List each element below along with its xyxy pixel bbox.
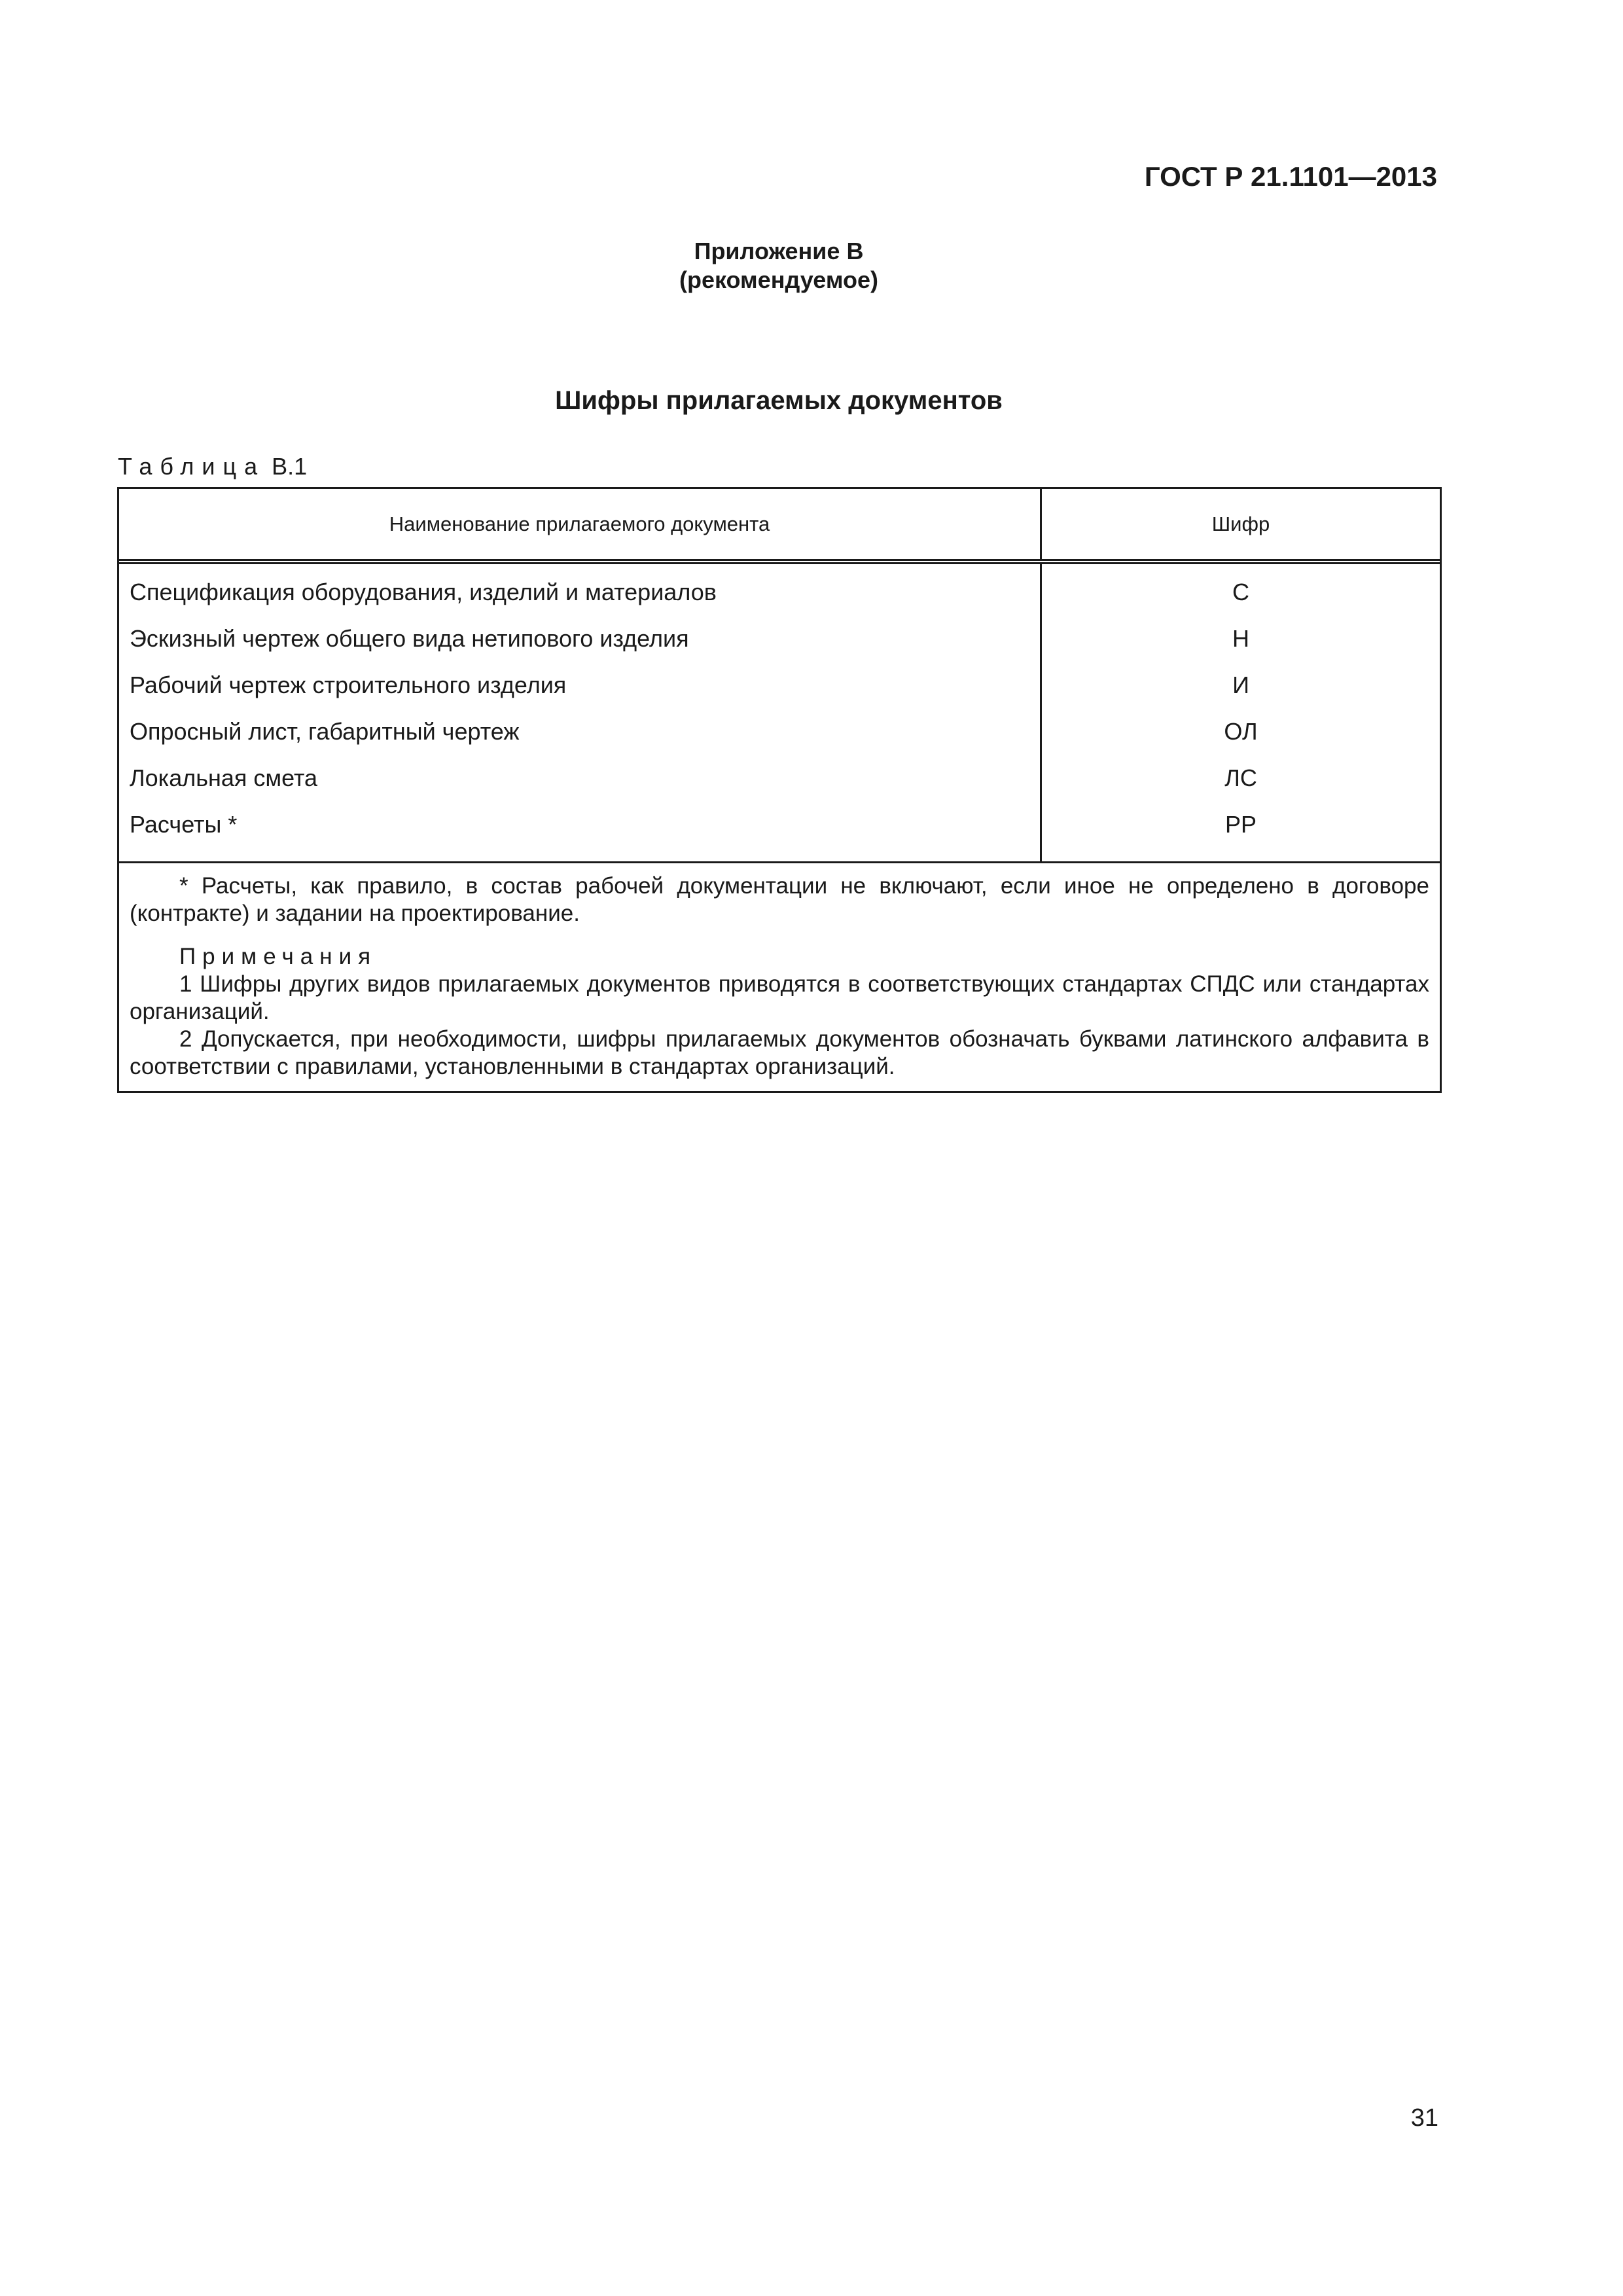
table-row-name: Локальная смета xyxy=(130,764,318,791)
notes-title: Примечания xyxy=(179,944,378,969)
note-item: 1 Шифры других видов прилагаемых документов приводятся в соответствующих стандартах СПДС или стандартах организаций. xyxy=(130,971,1429,1024)
table-footnote: * Расчеты, как правило, в состав рабочей документации не включают, если иное не определено в договоре (контракте) и задании на проектирование. xyxy=(130,873,1429,926)
table-caption xyxy=(118,452,307,482)
table-row-name: Спецификация оборудования, изделий и материалов xyxy=(130,579,717,605)
document-name-column xyxy=(119,564,1042,861)
table-row-name: Эскизный чертеж общего вида нетипового изделия xyxy=(130,625,689,652)
cipher-column xyxy=(1042,564,1440,861)
table-caption-word: Таблица xyxy=(118,453,266,480)
table-row-name: Опросный лист, габаритный чертеж xyxy=(130,718,520,745)
table-row-name: Рабочий чертеж строительного изделия xyxy=(130,672,567,698)
table-row-code: С xyxy=(1232,579,1249,605)
column-header-cipher: Шифр xyxy=(1211,512,1270,535)
standard-code: ГОСТ Р 21.1101—2013 xyxy=(1144,161,1437,192)
table-row-code: РР xyxy=(1224,811,1257,838)
page-number: 31 xyxy=(1410,2104,1438,2132)
annex-title: Приложение В xyxy=(694,238,864,264)
annex-heading: Шифры прилагаемых документов xyxy=(555,386,1003,415)
note-item: 2 Допускается, при необходимости, шифры прилагаемых документов обозначать буквами латинского алфавита в соответствии с правилами, установленными в стандартах организаций. xyxy=(130,1026,1429,1079)
table-body xyxy=(119,564,1440,863)
annex-block xyxy=(118,237,1440,295)
annex-status: (рекомендуемое) xyxy=(679,266,878,293)
table-row-code: ЛС xyxy=(1224,764,1257,791)
table-row-code: Н xyxy=(1232,625,1249,652)
table-row-name: Расчеты * xyxy=(130,811,238,838)
table-row-code: ОЛ xyxy=(1224,718,1258,745)
table-row-code: И xyxy=(1232,672,1249,698)
table-header-row xyxy=(119,489,1440,564)
column-header-document-name: Наименование прилагаемого документа xyxy=(119,489,1042,559)
table-footer xyxy=(119,863,1440,1091)
cipher-table xyxy=(117,487,1442,1093)
table-caption-number: В.1 xyxy=(272,453,308,480)
